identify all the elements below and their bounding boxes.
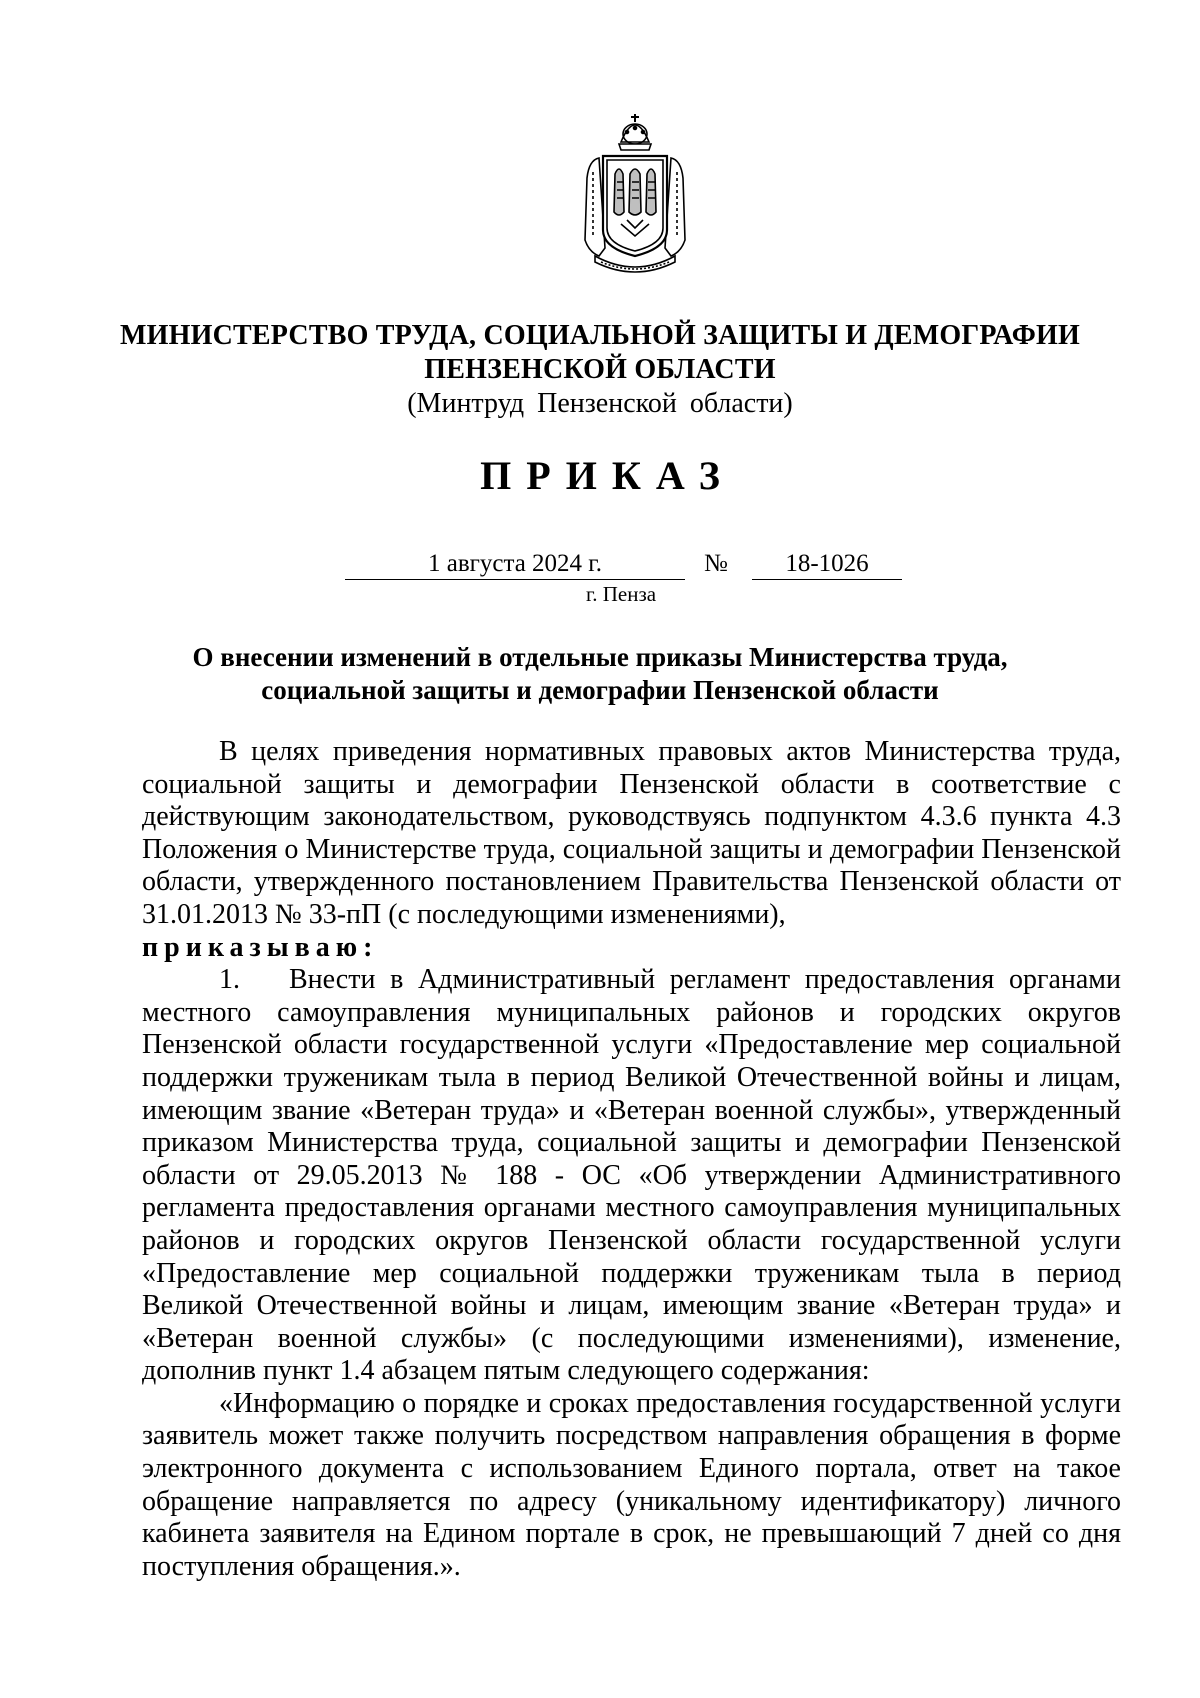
item-1-paragraph [142, 964, 1121, 1388]
issuing-city: г. Пенза [586, 582, 657, 606]
item-1-text: Внести в Административный регламент предоставления органами местного самоуправления муниципальных районов и городских округов Пензенской области государственной услуги «Предоставление мер социальной поддержки труженикам тыла в период Великой Отечественной войны и лицам, имеющим звание «Ветеран труда» и «Ветеран военной службы», утвержденный приказом Министерства труда, социальной защиты и демографии Пензенской области от 29.05.2013 № 188 - ОС «Об утверждении Административного регламента предоставления органами местного самоуправления муниципальных районов и городских округов Пензенской области государственной услуги «Предоставление мер социальной поддержки труженикам тыла в период Великой Отечественной войны и лицам, имеющим звание «Ветеран труда» и «Ветеран военной службы» (с последующими изменениями), изменение, дополнив пункт 1.4 абзацем пятым следующего содержания: [142, 964, 1121, 1387]
order-subject [120, 641, 1080, 707]
order-number: 18-1026 [752, 550, 902, 580]
order-subject-line1: О внесении изменений в отдельные приказы Министерства труда, [192, 642, 1008, 672]
order-subject-line2: социальной защиты и демографии Пензенской области [261, 675, 939, 705]
number-sign: № [704, 550, 728, 577]
order-body [142, 736, 1121, 1583]
ministry-name-line1: МИНИСТЕРСТВО ТРУДА, СОЦИАЛЬНОЙ ЗАЩИТЫ И ДЕМОГРАФИИ [120, 320, 1080, 351]
quote-paragraph [142, 1388, 1121, 1584]
order-date: 1 августа 2024 г. [345, 550, 685, 580]
coat-of-arms-emblem [581, 112, 689, 278]
order-word: приказываю: [142, 931, 379, 963]
preamble-paragraph [142, 736, 1121, 932]
ministry-short-name: (Минтруд Пензенской области) [407, 388, 793, 419]
order-word-paragraph [142, 932, 1121, 965]
item-1-number: 1. [219, 964, 240, 996]
document-type-title: ПРИКАЗ [480, 453, 735, 498]
quote-text: «Информацию о порядке и сроках предоставления государственной услуги заявитель может также получить посредством направления обращения в форме электронного документа с использованием Единого портала, ответ на такое обращение направляется по адресу (уникальному идентификатору) личного кабинета заявителя на Едином портале в срок, не превышающий 7 дней со дня поступления обращения.». [142, 1387, 1121, 1582]
ministry-name-line2: ПЕНЗЕНСКОЙ ОБЛАСТИ [424, 354, 776, 385]
preamble-text: В целях приведения нормативных правовых актов Министерства труда, социальной защиты и демографии Пензенской области в соответствие с действующим законодательством, руководствуясь подпунктом 4.3.6 пункта 4.3 Положения о Министерстве труда, социальной защиты и демографии Пензенской области, утвержденного постановлением Правительства Пензенской области от 31.01.2013 № 33-пП (с последующими изменениями), [142, 736, 1121, 930]
